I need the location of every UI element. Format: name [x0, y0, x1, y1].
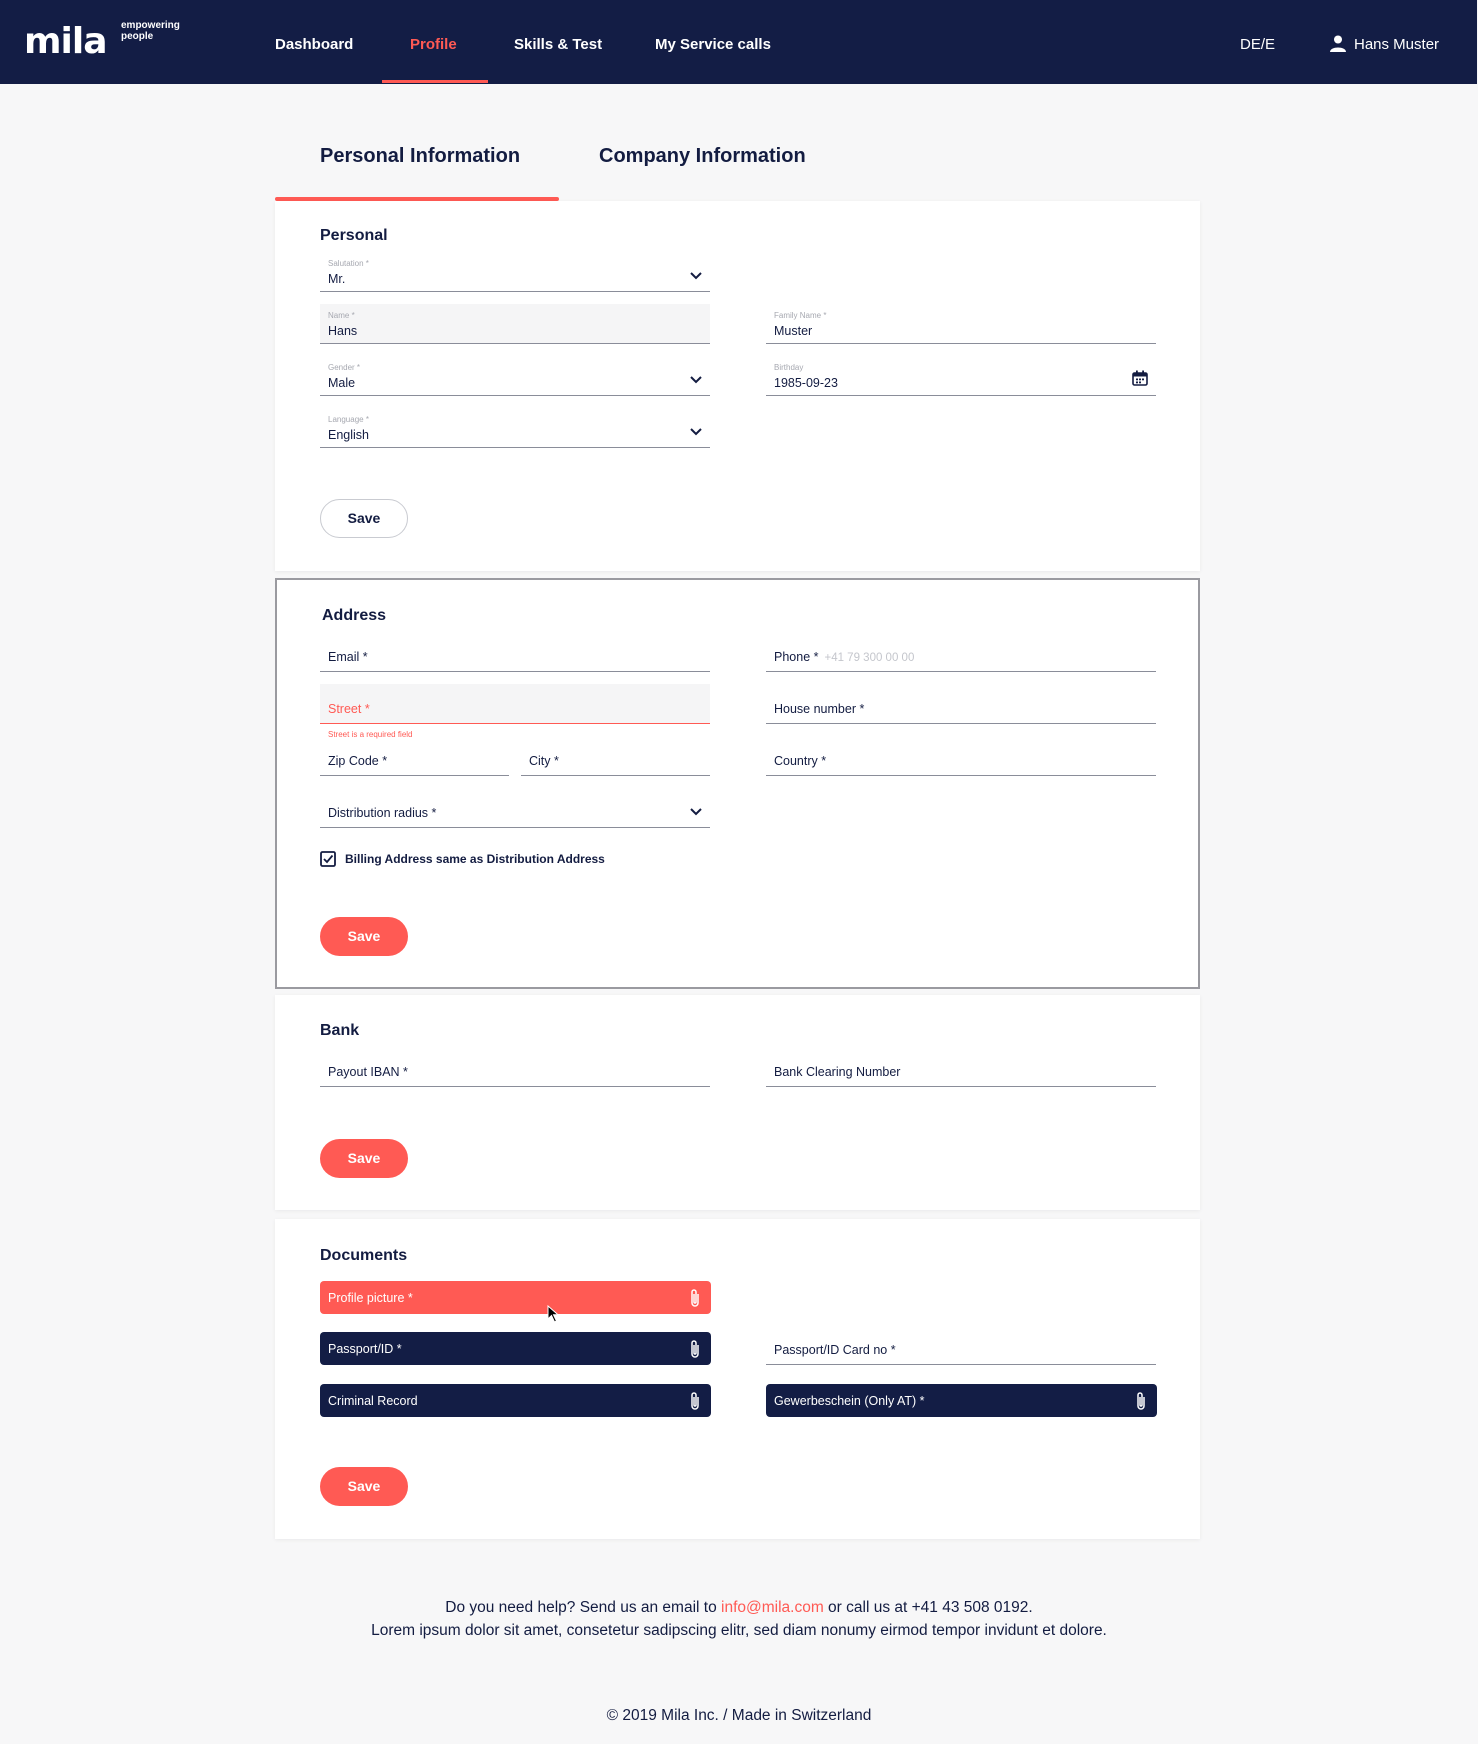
address-card: [275, 578, 1200, 989]
email-label: Email *: [328, 650, 368, 664]
footer-help-line: [0, 1596, 1478, 1619]
zip-code-field[interactable]: [320, 736, 509, 776]
language-switcher[interactable]: DE/E: [1240, 36, 1276, 53]
gender-value: Male: [328, 376, 356, 390]
country-label: Country *: [774, 754, 827, 768]
footer-lorem: Lorem ipsum dolor sit amet, consetetur sadipscing elitr, sed diam nonumy eirmod tempor invidunt et dolore.: [371, 1622, 1107, 1639]
documents-card: [275, 1219, 1200, 1539]
family-name-value: Muster: [774, 324, 813, 338]
email-field[interactable]: [320, 632, 710, 672]
nav-dashboard[interactable]: Dashboard: [275, 36, 354, 53]
gewerbeschein-upload[interactable]: [766, 1384, 1157, 1417]
tab-personal-information[interactable]: Personal Information: [320, 145, 521, 167]
footer-help: [0, 1596, 1478, 1642]
footer-email-link[interactable]: info@mila.com: [721, 1599, 824, 1616]
family-name-label: Family Name *: [774, 311, 827, 320]
salutation-select[interactable]: [320, 252, 710, 292]
passport-id-label: Passport/ID *: [328, 1342, 402, 1356]
paperclip-icon: [689, 1391, 701, 1411]
language-select[interactable]: [320, 408, 710, 448]
nav-service-calls[interactable]: My Service calls: [655, 36, 771, 53]
mouse-cursor-icon: [547, 1305, 563, 1323]
address-title: Address: [322, 607, 387, 624]
logo-tagline-line1: empowering: [121, 20, 180, 31]
name-value: Hans: [328, 324, 358, 338]
family-name-field[interactable]: [766, 304, 1156, 344]
city-label: City *: [529, 754, 559, 768]
bank-clearing-field[interactable]: [766, 1047, 1156, 1087]
house-number-field[interactable]: [766, 684, 1156, 724]
phone-placeholder: +41 79 300 00 00: [824, 652, 915, 664]
gewerbeschein-label: Gewerbeschein (Only AT) *: [774, 1394, 925, 1408]
salutation-label: Salutation *: [328, 259, 369, 268]
criminal-record-label: Criminal Record: [328, 1394, 418, 1408]
logo-wordmark: mila: [24, 21, 107, 62]
bank-clearing-label: Bank Clearing Number: [774, 1065, 901, 1079]
house-number-label: House number *: [774, 702, 865, 716]
birthday-field[interactable]: [766, 356, 1156, 396]
billing-same-label: Billing Address same as Distribution Address: [345, 852, 605, 866]
distribution-radius-label: Distribution radius *: [328, 806, 437, 820]
phone-label: Phone *: [774, 650, 819, 664]
chevron-down-icon: [690, 808, 702, 816]
gender-select[interactable]: [320, 356, 710, 396]
documents-save-button[interactable]: Save: [320, 1467, 408, 1506]
documents-title: Documents: [320, 1247, 408, 1264]
distribution-radius-select[interactable]: [320, 788, 710, 828]
birthday-label: Birthday: [774, 363, 804, 372]
personal-title: Personal: [320, 227, 388, 244]
salutation-value: Mr.: [328, 272, 346, 286]
phone-field[interactable]: [766, 632, 1156, 672]
bank-card: [275, 995, 1200, 1210]
street-label: Street *: [328, 702, 370, 716]
nav-profile[interactable]: Profile: [410, 36, 457, 53]
logo-tagline-line2: people: [121, 31, 154, 42]
name-field[interactable]: [320, 304, 710, 344]
calendar-icon[interactable]: [1132, 370, 1148, 386]
city-field[interactable]: [521, 736, 710, 776]
profile-picture-upload[interactable]: [320, 1281, 711, 1314]
nav-active-indicator: [382, 80, 488, 83]
personal-save-button[interactable]: Save: [320, 499, 408, 538]
name-label: Name *: [328, 311, 355, 320]
user-name: Hans Muster: [1354, 36, 1440, 53]
language-value: English: [328, 428, 369, 442]
birthday-value: 1985-09-23: [774, 376, 838, 390]
paperclip-icon: [689, 1339, 701, 1359]
footer-help-text: Do you need help? Send us an email to: [445, 1599, 722, 1616]
bank-title: Bank: [320, 1022, 360, 1039]
payout-iban-label: Payout IBAN *: [328, 1065, 408, 1079]
nav-skills-test[interactable]: Skills & Test: [514, 36, 603, 53]
paperclip-icon: [1135, 1391, 1147, 1411]
personal-card: [275, 201, 1200, 571]
gender-label: Gender *: [328, 363, 361, 372]
paperclip-icon: [689, 1288, 701, 1308]
passport-id-upload[interactable]: [320, 1332, 711, 1365]
passport-card-number-field[interactable]: [766, 1325, 1156, 1365]
footer-help-phone: or call us at +41 43 508 0192.: [823, 1599, 1033, 1616]
top-navbar: [0, 0, 1477, 84]
passport-card-number-label: Passport/ID Card no *: [774, 1343, 896, 1357]
street-error-message: Street is a required field: [328, 730, 413, 739]
chevron-down-icon: [690, 376, 702, 384]
chevron-down-icon: [690, 428, 702, 436]
chevron-down-icon: [690, 272, 702, 280]
person-icon: [1330, 35, 1346, 52]
country-field[interactable]: [766, 736, 1156, 776]
bank-save-button[interactable]: Save: [320, 1139, 408, 1178]
language-label: Language *: [328, 415, 369, 424]
mila-logo[interactable]: [24, 20, 184, 64]
tab-company-information[interactable]: Company Information: [599, 145, 806, 167]
payout-iban-field[interactable]: [320, 1047, 710, 1087]
zip-code-label: Zip Code *: [328, 754, 388, 768]
logo-tagline: [121, 20, 180, 42]
street-field[interactable]: [320, 684, 710, 724]
address-save-button[interactable]: Save: [320, 917, 408, 956]
phone-label-wrap: [774, 650, 914, 664]
checkbox-checked-icon[interactable]: [320, 851, 336, 867]
footer-copyright: © 2019 Mila Inc. / Made in Switzerland: [606, 1707, 872, 1724]
profile-picture-label: Profile picture *: [328, 1291, 413, 1305]
criminal-record-upload[interactable]: [320, 1384, 711, 1417]
